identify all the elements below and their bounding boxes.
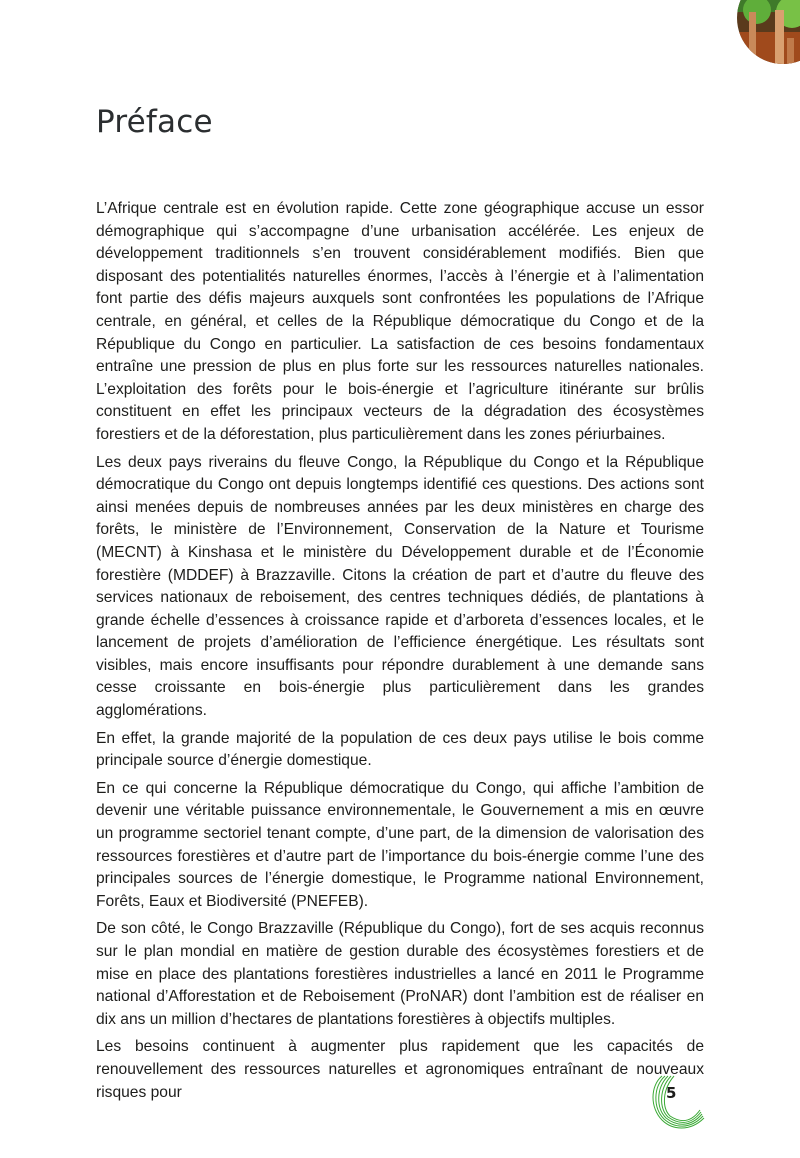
page-number: 5 (666, 1084, 677, 1102)
green-swirl-icon (648, 1074, 708, 1134)
paragraph: Les deux pays riverains du fleuve Congo, la République du Congo et la République démocratique du Congo ont depuis longtemps identifié ces questions. Des actions sont ainsi menées depuis de nombreuses années par les deux ministères en charge des forêts, le ministère de l’Environnement, Conservation de la Nature et Tourisme (MECNT) à Kinshasa et le ministère du Développement durable et de l’Économie forestière (MDDEF) à Brazzaville. Citons la création de part et d’autre du fleuve des services nationaux de reboisement, des centres techniques dédiés, de plantations à grande échelle d’essences à croissance rapide et d’arboreta d’essences locales, et le lancement de projets d’amélioration de l’efficience énergétique. Les résultats sont visibles, mais encore insuffisants pour répondre durablement à une demande sans cesse croissante en bois-énergie plus particulièrement dans les grandes agglomérations. (96, 453, 704, 720)
paragraph: Les besoins continuent à augmenter plus rapidement que les capacités de renouvellement des ressources naturelles et agronomiques entraînant de nouveaux risques pour (96, 1038, 704, 1101)
paragraph: De son côté, le Congo Brazzaville (République du Congo), fort de ses acquis reconnus sur le plan mondial en matière de gestion durable des écosystèmes forestiers et de mise en place des plantations forestières industrielles a lancé en 2011 le Programme national d’Afforestation et de Reboisement (ProNAR) dont l’ambition est de réaliser en dix ans un million d’hectares de plantations forestières à objectifs multiples. (96, 920, 704, 1028)
page-title: Préface (96, 104, 213, 140)
paragraph: En effet, la grande majorité de la population de ces deux pays utilise le bois comme principale source d’énergie domestique. (96, 729, 704, 770)
paragraph: En ce qui concerne la République démocratique du Congo, qui affiche l’ambition de devenir une véritable puissance environnementale, le Gouvernement a mis en œuvre un programme sectoriel tenant compte, d’une part, de la dimension de valorisation des ressources forestières et d’autre part de l’importance du bois-énergie comme l’une des principales sources de l’énergie domestique, le Programme national Environnement, Forêts, Eaux et Biodiversité (PNEFEB). (96, 779, 704, 910)
paragraph: L’Afrique centrale est en évolution rapide. Cette zone géographique accuse un essor démographique qui s’accompagne d’une urbanisation accélérée. Les enjeux de développement traditionnels s’en trouvent considérablement modifiés. Bien que disposant des potentialités naturelles énormes, l’accès à l’énergie et à l’alimentation font partie des défis majeurs auxquels sont confrontées les populations de l’Afrique centrale, en général, et celles de la République démocratique du Congo et de la République du Congo en particulier. La satisfaction de ces besoins fondamentaux entraîne une pression de plus en plus forte sur les ressources naturelles nationales. L’exploitation des forêts pour le bois-énergie et l’agriculture itinérante sur brûlis constituent en effet les principaux vecteurs de la dégradation des écosystèmes forestiers et de la déforestation, plus particulièrement dans les zones périurbaines. (96, 200, 704, 443)
forest-image-icon (737, 0, 800, 64)
page-number-badge (648, 1074, 708, 1134)
preface-body (96, 198, 704, 1109)
forest-photo (737, 0, 800, 64)
